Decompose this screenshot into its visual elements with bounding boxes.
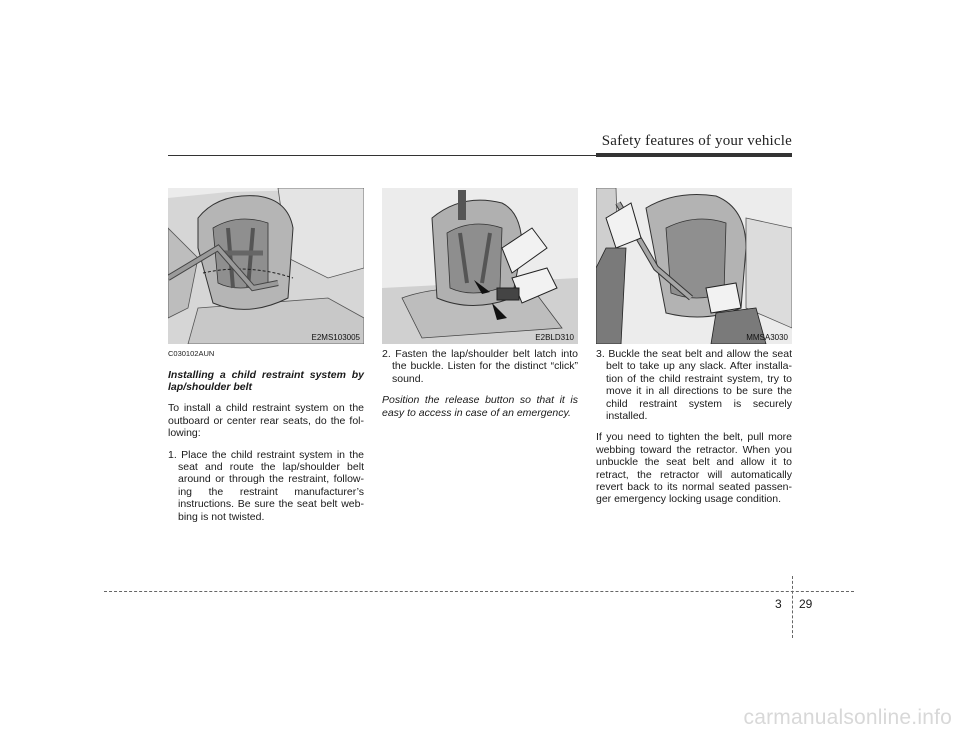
child-seat-illustration-1 — [168, 188, 364, 344]
column-2 — [382, 348, 578, 428]
tighten-belt-paragraph: If you need to tighten the belt, pull more webbing toward the retractor. When you unbuckle the seat belt and allow it to retract, the retractor will automatically revert back to its normal seated passen-ger emergency locking usage condition. — [596, 431, 792, 506]
column-1 — [168, 348, 364, 532]
subheading: Installing a child restraint system by lap/shoulder belt — [168, 369, 364, 394]
figure-code: E2BLD310 — [535, 333, 574, 342]
figure-take-up-slack — [596, 188, 792, 344]
intro-paragraph: To install a child restraint system on the outboard or center rear seats, do the fol-lowing: — [168, 402, 364, 440]
chapter-number: 3 — [775, 597, 782, 611]
header-rule-accent — [596, 153, 792, 157]
column-3 — [596, 348, 792, 515]
step-2: 2. Fasten the lap/shoulder belt latch into the buckle. Listen for the distinct “click” sound. — [382, 348, 578, 385]
step-3: 3. Buckle the seat belt and allow the seat belt to take up any slack. After installa-tion of the child restraint system, try to move it in all directions to be sure the child restraint system is securely installed. — [596, 348, 792, 423]
figure-fasten-latch — [382, 188, 578, 344]
section-title: Safety features of your vehicle — [601, 133, 792, 149]
figure-code: E2MS103005 — [311, 333, 360, 342]
figure-code: MMSA3030 — [746, 333, 788, 342]
page-number: 29 — [799, 597, 813, 611]
child-seat-illustration-2 — [382, 188, 578, 344]
figure-child-seat-lap-belt — [168, 188, 364, 344]
watermark: carmanualsonline.info — [743, 706, 952, 729]
child-seat-illustration-3 — [596, 188, 792, 344]
note-italic: Position the release button so that it is easy to access in case of an emergency. — [382, 394, 578, 419]
footer-rule — [104, 591, 854, 592]
footer-divider — [792, 576, 793, 638]
section-code: C030102AUN — [168, 349, 215, 358]
step-1: 1. Place the child restraint system in the seat and route the lap/shoulder belt around or through the restraint, follow-ing the restraint manufacturer’s instructions. Be sure the seat belt web-bing is not twisted. — [168, 448, 364, 523]
